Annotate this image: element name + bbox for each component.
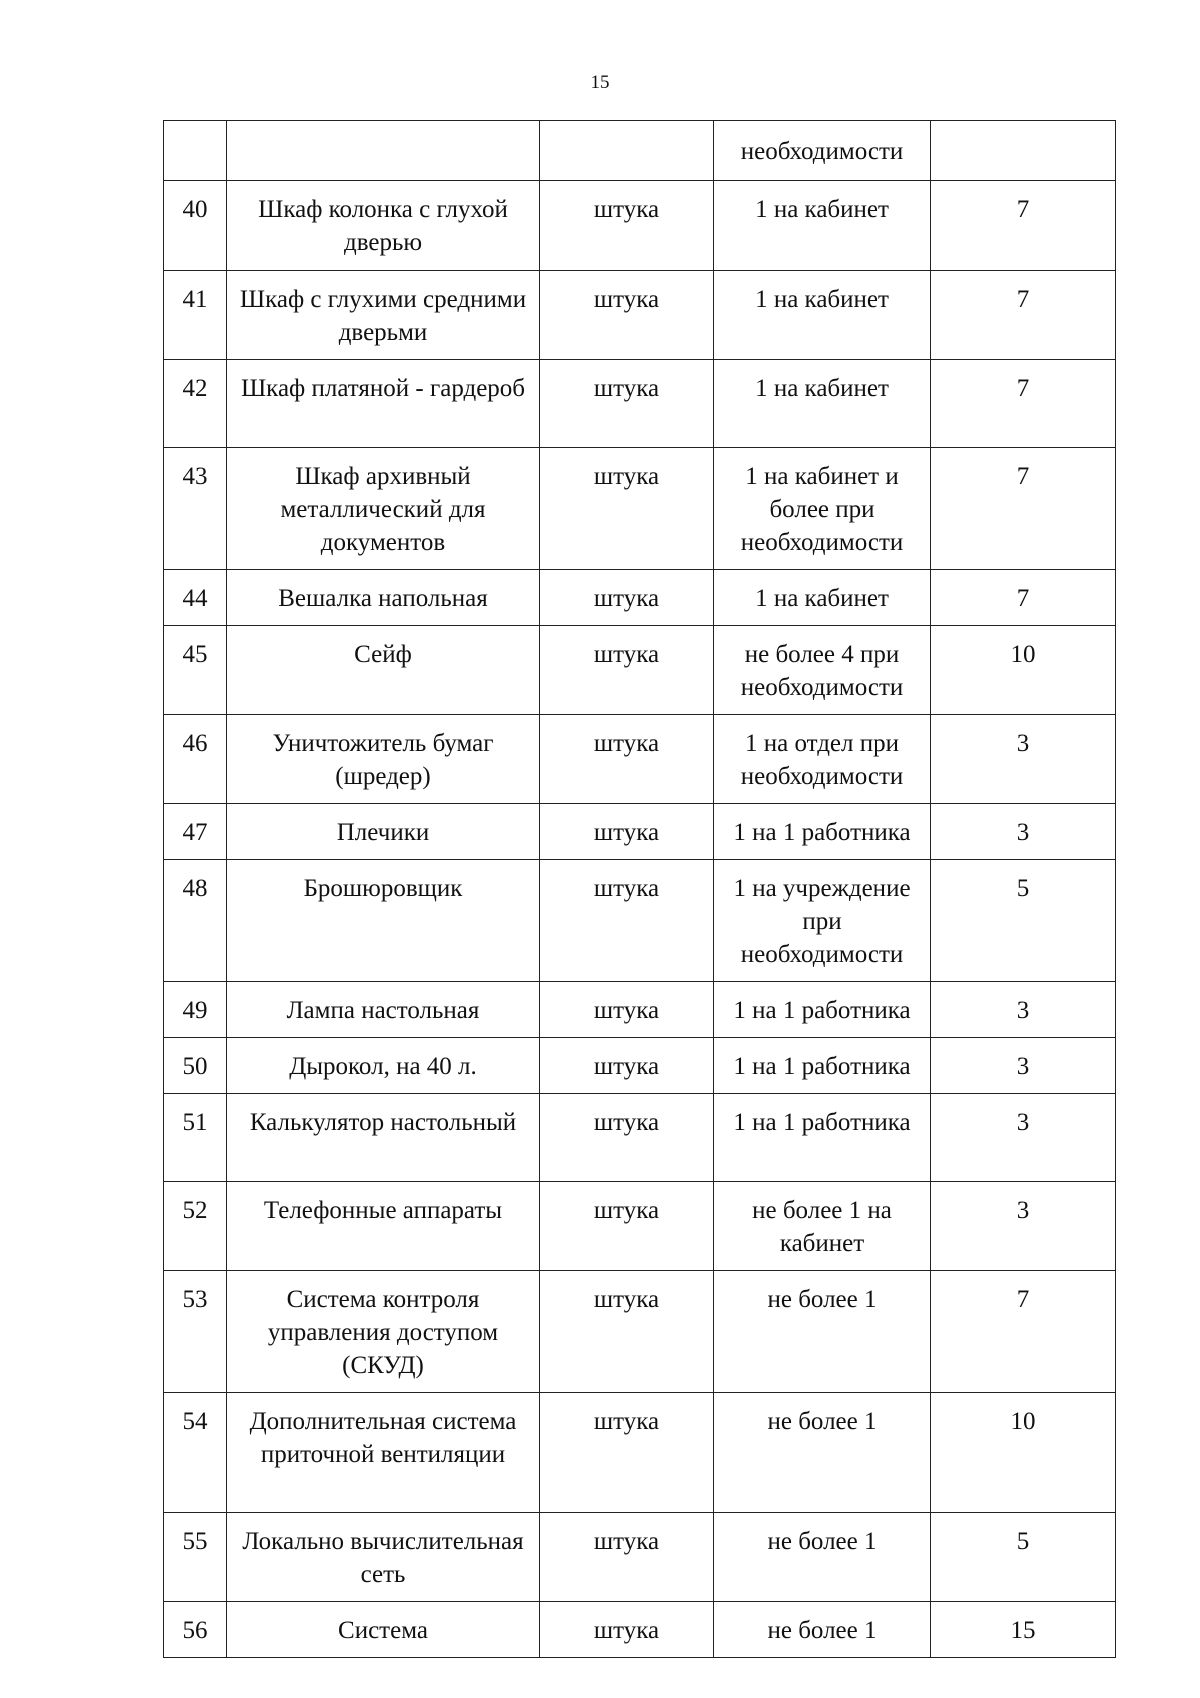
- cell-years: 10: [931, 1393, 1116, 1513]
- cell-name: Лампа настольная: [227, 982, 540, 1038]
- cell-norm: 1 на 1 работника: [714, 1094, 931, 1182]
- cell-unit: штука: [540, 626, 714, 715]
- cell-name: Дополнительная система приточной вентиляции: [227, 1393, 540, 1513]
- cell-name: Сейф: [227, 626, 540, 715]
- cell-years: 7: [931, 570, 1116, 626]
- table-row: [164, 715, 1116, 804]
- cell-years: 3: [931, 1182, 1116, 1271]
- cell-name: Шкаф архивный металлический для документов: [227, 448, 540, 570]
- cell-num: 45: [164, 626, 227, 715]
- cell-norm: необходимости: [714, 121, 931, 181]
- cell-name: Телефонные аппараты: [227, 1182, 540, 1271]
- cell-years: 15: [931, 1602, 1116, 1658]
- cell-num: 44: [164, 570, 227, 626]
- table-row: [164, 804, 1116, 860]
- cell-num: 56: [164, 1602, 227, 1658]
- cell-unit: штука: [540, 570, 714, 626]
- table-row: [164, 1182, 1116, 1271]
- cell-years: 5: [931, 1513, 1116, 1602]
- cell-years: 3: [931, 715, 1116, 804]
- cell-norm: не более 1: [714, 1271, 931, 1393]
- cell-years: 3: [931, 804, 1116, 860]
- cell-num: 52: [164, 1182, 227, 1271]
- cell-unit: штука: [540, 982, 714, 1038]
- cell-norm: 1 на 1 работника: [714, 1038, 931, 1094]
- cell-years: 5: [931, 860, 1116, 982]
- cell-name: Дырокол, на 40 л.: [227, 1038, 540, 1094]
- table-row-continuation: [164, 121, 1116, 181]
- table-row: [164, 1393, 1116, 1513]
- cell-name: Вешалка напольная: [227, 570, 540, 626]
- cell-years: 3: [931, 982, 1116, 1038]
- cell-name: Система контроля управления доступом (СКУД): [227, 1271, 540, 1393]
- table-row: [164, 1094, 1116, 1182]
- cell-norm: 1 на кабинет и более при необходимости: [714, 448, 931, 570]
- cell-unit: штука: [540, 1602, 714, 1658]
- cell-norm: не более 1: [714, 1513, 931, 1602]
- cell-years: [931, 121, 1116, 181]
- cell-years: 7: [931, 1271, 1116, 1393]
- cell-unit: штука: [540, 448, 714, 570]
- cell-norm: 1 на кабинет: [714, 360, 931, 448]
- cell-unit: штука: [540, 181, 714, 271]
- cell-num: 50: [164, 1038, 227, 1094]
- cell-norm: 1 на кабинет: [714, 271, 931, 360]
- cell-name: Плечики: [227, 804, 540, 860]
- cell-norm: не более 1: [714, 1602, 931, 1658]
- cell-unit: штука: [540, 1271, 714, 1393]
- cell-norm: 1 на кабинет: [714, 181, 931, 271]
- cell-num: 46: [164, 715, 227, 804]
- cell-unit: штука: [540, 271, 714, 360]
- cell-name: Калькулятор настольный: [227, 1094, 540, 1182]
- cell-num: 54: [164, 1393, 227, 1513]
- cell-unit: [540, 121, 714, 181]
- table-row: [164, 860, 1116, 982]
- cell-num: 53: [164, 1271, 227, 1393]
- cell-years: 7: [931, 271, 1116, 360]
- cell-num: 55: [164, 1513, 227, 1602]
- table-row: [164, 626, 1116, 715]
- cell-num: 41: [164, 271, 227, 360]
- cell-num: [164, 121, 227, 181]
- cell-norm: 1 на учреждение при необходимости: [714, 860, 931, 982]
- table-row: [164, 1602, 1116, 1658]
- cell-unit: штука: [540, 1513, 714, 1602]
- cell-num: 48: [164, 860, 227, 982]
- cell-unit: штука: [540, 715, 714, 804]
- table-row: [164, 181, 1116, 271]
- cell-unit: штука: [540, 804, 714, 860]
- cell-name: Локально вычислительная сеть: [227, 1513, 540, 1602]
- cell-num: 51: [164, 1094, 227, 1182]
- cell-unit: штука: [540, 1094, 714, 1182]
- table-row: [164, 448, 1116, 570]
- table-row: [164, 271, 1116, 360]
- cell-norm: не более 4 при необходимости: [714, 626, 931, 715]
- cell-norm: 1 на 1 работника: [714, 982, 931, 1038]
- table-row: [164, 982, 1116, 1038]
- cell-num: 40: [164, 181, 227, 271]
- cell-num: 42: [164, 360, 227, 448]
- norms-table: [163, 120, 1116, 1658]
- cell-norm: не более 1 на кабинет: [714, 1182, 931, 1271]
- cell-name: Шкаф с глухими средними дверьми: [227, 271, 540, 360]
- cell-norm: 1 на 1 работника: [714, 804, 931, 860]
- table-row: [164, 1513, 1116, 1602]
- cell-unit: штука: [540, 1038, 714, 1094]
- cell-years: 7: [931, 360, 1116, 448]
- table-row: [164, 1271, 1116, 1393]
- cell-years: 7: [931, 181, 1116, 271]
- cell-name: Уничтожитель бумаг (шредер): [227, 715, 540, 804]
- cell-unit: штука: [540, 1182, 714, 1271]
- page-number: 15: [590, 72, 610, 93]
- cell-norm: 1 на кабинет: [714, 570, 931, 626]
- cell-years: 3: [931, 1094, 1116, 1182]
- cell-unit: штука: [540, 860, 714, 982]
- cell-name: Шкаф колонка с глухой дверью: [227, 181, 540, 271]
- cell-name: [227, 121, 540, 181]
- cell-num: 43: [164, 448, 227, 570]
- cell-years: 10: [931, 626, 1116, 715]
- cell-num: 47: [164, 804, 227, 860]
- cell-num: 49: [164, 982, 227, 1038]
- cell-norm: 1 на отдел при необходимости: [714, 715, 931, 804]
- cell-years: 7: [931, 448, 1116, 570]
- table-row: [164, 1038, 1116, 1094]
- table-row: [164, 570, 1116, 626]
- table-row: [164, 360, 1116, 448]
- cell-name: Брошюровщик: [227, 860, 540, 982]
- cell-unit: штука: [540, 1393, 714, 1513]
- cell-unit: штука: [540, 360, 714, 448]
- cell-name: Система: [227, 1602, 540, 1658]
- cell-name: Шкаф платяной - гардероб: [227, 360, 540, 448]
- cell-years: 3: [931, 1038, 1116, 1094]
- cell-norm: не более 1: [714, 1393, 931, 1513]
